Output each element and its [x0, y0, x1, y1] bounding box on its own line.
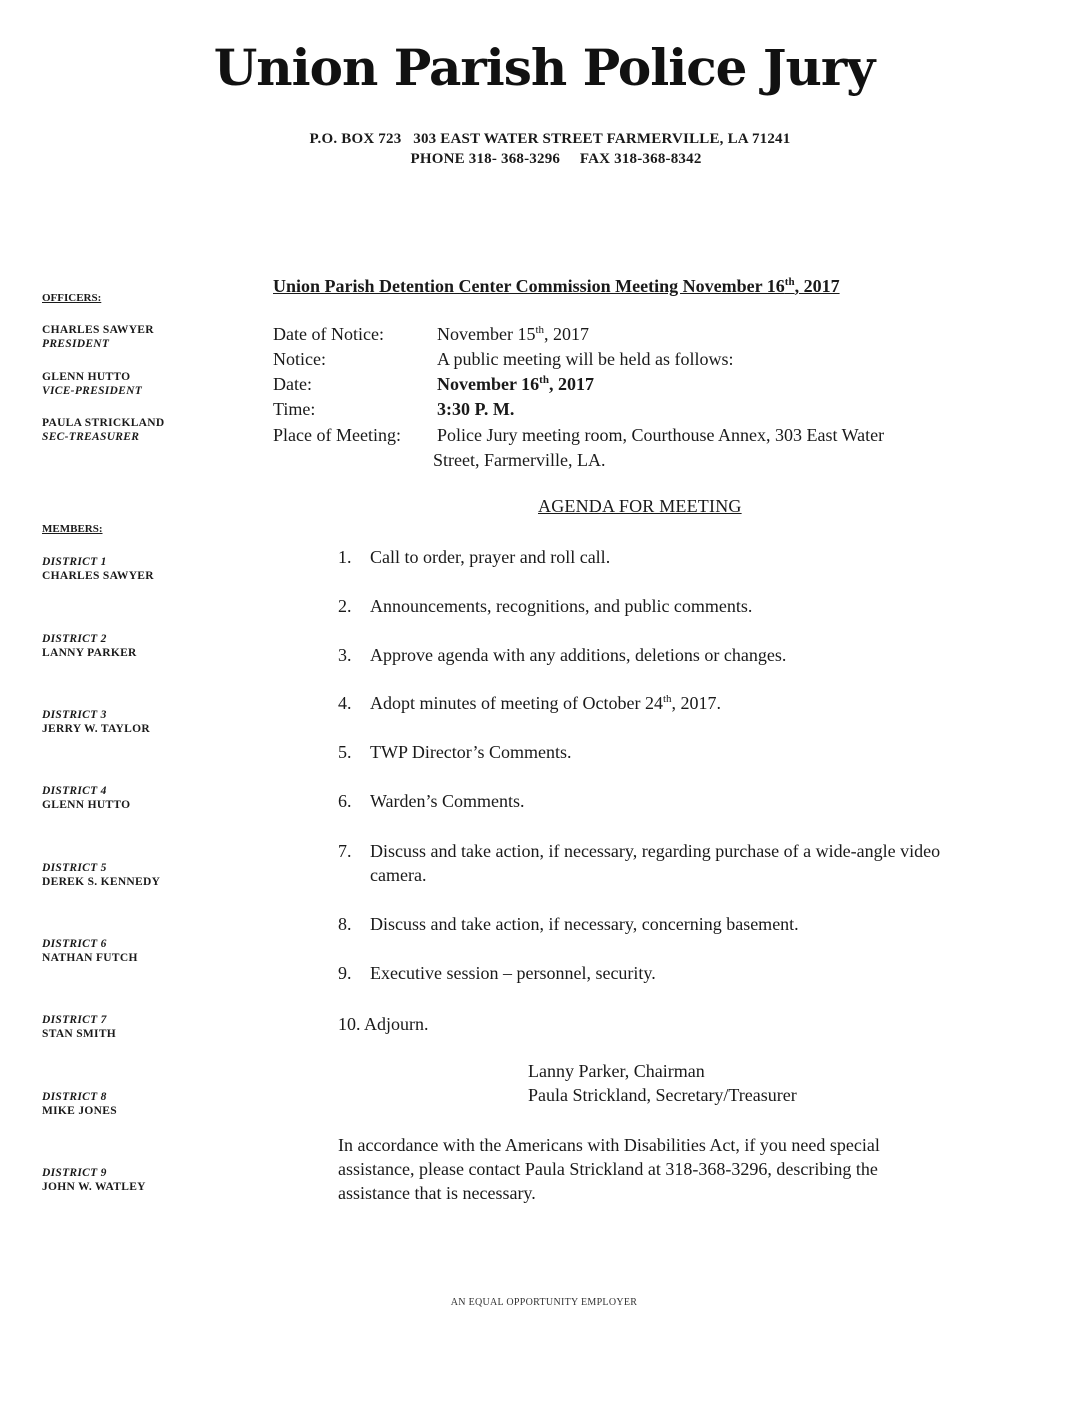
- time-label: Time:: [273, 399, 316, 419]
- agenda-item-text: Call to order, prayer and roll call.: [370, 547, 611, 567]
- officer-role: SEC-TREASURER: [42, 431, 140, 443]
- notice-value: A public meeting will be held as follows:: [437, 349, 734, 369]
- secretary-signature: Paula Strickland, Secretary/Treasurer: [528, 1085, 797, 1105]
- agenda-item-number: 7.: [338, 841, 352, 861]
- member-district: DISTRICT 1: [42, 556, 107, 568]
- meeting-title: Union Parish Detention Center Commission Meeting November 16th, 2017: [273, 276, 840, 296]
- footer-text: AN EQUAL OPPORTUNITY EMPLOYER: [450, 1297, 638, 1308]
- agenda-item-number: 1.: [338, 547, 352, 567]
- organization-title: Union Parish Police Jury: [213, 38, 875, 97]
- address-line: P.O. BOX 723 303 EAST WATER STREET FARMERVILLE, LA 71241: [309, 131, 791, 147]
- member-name: STAN SMITH: [42, 1028, 117, 1040]
- agenda-item: [338, 1012, 948, 1038]
- agenda-item-number: 4.: [338, 693, 352, 713]
- member-district: DISTRICT 2: [42, 633, 107, 645]
- member-name: CHARLES SAWYER: [42, 570, 154, 582]
- officer-name: GLENN HUTTO: [42, 371, 131, 383]
- member-district: DISTRICT 8: [42, 1091, 107, 1103]
- agenda-item: [338, 691, 948, 717]
- agenda-item: [338, 961, 948, 987]
- agenda-item: [338, 643, 948, 669]
- member-name: JOHN W. WATLEY: [42, 1181, 146, 1193]
- place-value-line1: Police Jury meeting room, Courthouse Annex, 303 East Water: [437, 425, 885, 445]
- member-district: DISTRICT 7: [42, 1014, 107, 1026]
- agenda-item-number: 6.: [338, 791, 352, 811]
- officer-role: PRESIDENT: [42, 338, 110, 350]
- member-name: NATHAN FUTCH: [42, 952, 138, 964]
- agenda-item-number: 5.: [338, 742, 352, 762]
- agenda-item-text: Warden’s Comments.: [370, 791, 525, 811]
- chairman-signature: Lanny Parker, Chairman: [528, 1061, 705, 1081]
- notice-label: Notice:: [273, 349, 326, 369]
- officer-name: CHARLES SAWYER: [42, 324, 154, 336]
- agenda-item-number: 9.: [338, 963, 352, 983]
- time-value: 3:30 P. M.: [437, 399, 515, 419]
- member-district: DISTRICT 9: [42, 1167, 107, 1179]
- agenda-item-text: Adopt minutes of meeting of October 24th, 2017.: [370, 693, 722, 713]
- member-name: JERRY W. TAYLOR: [42, 723, 150, 735]
- agenda-item-text: Announcements, recognitions, and public comments.: [370, 596, 753, 616]
- date-of-notice-value: November 15th, 2017: [437, 324, 590, 344]
- agenda-item-number: 2.: [338, 596, 352, 616]
- officer-role: VICE-PRESIDENT: [42, 385, 143, 397]
- date-label: Date:: [273, 374, 312, 394]
- officer-name: PAULA STRICKLAND: [42, 417, 165, 429]
- agenda-item: [338, 912, 948, 938]
- agenda-item-text: Discuss and take action, if necessary, concerning basement.: [370, 914, 799, 934]
- member-district: DISTRICT 3: [42, 709, 107, 721]
- agenda-heading: AGENDA FOR MEETING: [538, 496, 742, 516]
- agenda-item-text: TWP Director’s Comments.: [370, 742, 572, 762]
- agenda-item: [338, 740, 948, 766]
- agenda-item-text: Executive session – personnel, security.: [370, 963, 656, 983]
- agenda-item-number: 3.: [338, 645, 352, 665]
- member-district: DISTRICT 4: [42, 785, 107, 797]
- agenda-item: [338, 594, 948, 620]
- place-label: Place of Meeting:: [273, 425, 401, 445]
- date-of-notice-label: Date of Notice:: [273, 324, 384, 344]
- members-heading: MEMBERS:: [42, 523, 103, 535]
- member-district: DISTRICT 5: [42, 862, 107, 874]
- date-value: November 16th, 2017: [437, 374, 594, 394]
- member-district: DISTRICT 6: [42, 938, 107, 950]
- agenda-item: [338, 545, 948, 571]
- member-name: GLENN HUTTO: [42, 799, 131, 811]
- member-name: MIKE JONES: [42, 1105, 117, 1117]
- agenda-item: [338, 789, 948, 815]
- member-name: DEREK S. KENNEDY: [42, 876, 161, 888]
- agenda-item-number: 8.: [338, 914, 352, 934]
- agenda-item-text: 10. Adjourn.: [338, 1014, 429, 1034]
- agenda-item: [338, 839, 948, 889]
- agenda-item-text: Approve agenda with any additions, deletions or changes.: [370, 645, 787, 665]
- officers-heading: OFFICERS:: [42, 292, 102, 304]
- place-value-line2: Street, Farmerville, LA.: [433, 450, 606, 470]
- ada-notice: In accordance with the Americans with Disabilities Act, if you need special assistance, please contact Paula Strickland at 318-368-3296, describing the assistance that is necessary.: [338, 1135, 880, 1203]
- agenda-item-text: Discuss and take action, if necessary, regarding purchase of a wide-angle video camera.: [370, 841, 941, 885]
- phone-fax-line: PHONE 318- 368-3296 FAX 318-368-8342: [410, 151, 702, 167]
- member-name: LANNY PARKER: [42, 647, 137, 659]
